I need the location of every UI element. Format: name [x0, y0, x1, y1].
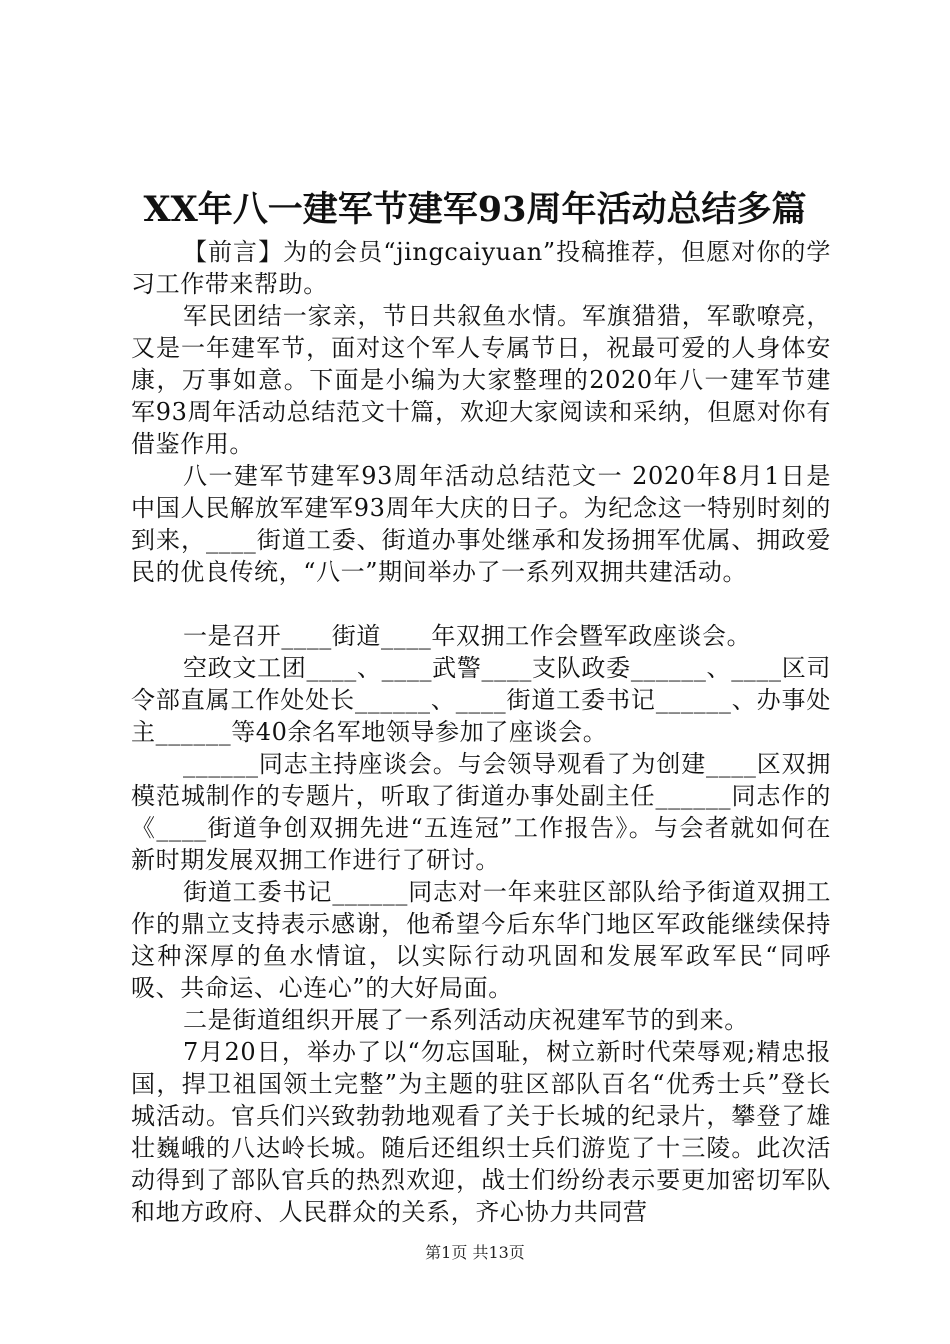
paragraph-summary-one: 八一建军节建军93周年活动总结范文一 2020年8月1日是中国人民解放军建军93周年大庆的日子。为纪念这一特别时刻的到来，____街道工委、街道办事处继承和发扬拥军优属、拥政爱民的优良传统，“八一”期间举办了一系列双拥共建活动。 [131, 462, 831, 586]
paragraph-intro: 军民团结一家亲，节日共叙鱼水情。军旗猎猎，军歌嘹亮，又是一年建军节，面对这个军人专属节日，祝最可爱的人身体安康，万事如意。下面是小编为大家整理的2020年八一建军节建军93周年活动总结范文十篇，欢迎大家阅读和采纳，但愿对你有借鉴作用。 [131, 302, 831, 458]
document-title: XX年八一建军节建军93周年活动总结多篇 [143, 189, 807, 230]
paragraph-item-one: 一是召开____街道____年双拥工作会暨军政座谈会。 [183, 622, 752, 650]
paragraph-preface: 【前言】为的会员“jingcaiyuan”投稿推荐，但愿对你的学习工作带来帮助。 [131, 238, 831, 298]
paragraph-attendees: 空政文工团____、____武警____支队政委______、____区司令部直属工作处处长______、____街道工委书记______、办事处主______等40余名军地领导参加了座谈会。 [131, 654, 831, 746]
paragraph-secretary: 街道工委书记______同志对一年来驻区部队给予街道双拥工作的鼎立支持表示感谢，他希望今后东华门地区军政能继续保持这种深厚的鱼水情谊，以实际行动巩固和发展军政军民“同呼吸、共命运、心连心”的大好局面。 [131, 878, 831, 1002]
paragraph-host: ______同志主持座谈会。与会领导观看了为创建____区双拥模范城制作的专题片，听取了街道办事处副主任______同志作的《____街道争创双拥先进“五连冠”工作报告》。与会者就如何在新时期发展双拥工作进行了研讨。 [131, 750, 831, 874]
page-footer: 第1页 共13页 [425, 1243, 525, 1262]
paragraph-item-two: 二是街道组织开展了一系列活动庆祝建军节的到来。 [183, 1006, 749, 1034]
document-body [131, 236, 831, 1228]
paragraph-july-event: 7月20日，举办了以“勿忘国耻，树立新时代荣辱观;精忠报国，捍卫祖国领土完整”为主题的驻区部队百名“优秀士兵”登长城活动。官兵们兴致勃勃地观看了关于长城的纪录片，攀登了雄壮巍峨的八达岭长城。随后还组织士兵们游览了十三陵。此次活动得到了部队官兵的热烈欢迎，战士们纷纷表示要更加密切军队和地方政府、人民群众的关系，齐心协力共同营 [131, 1038, 831, 1226]
